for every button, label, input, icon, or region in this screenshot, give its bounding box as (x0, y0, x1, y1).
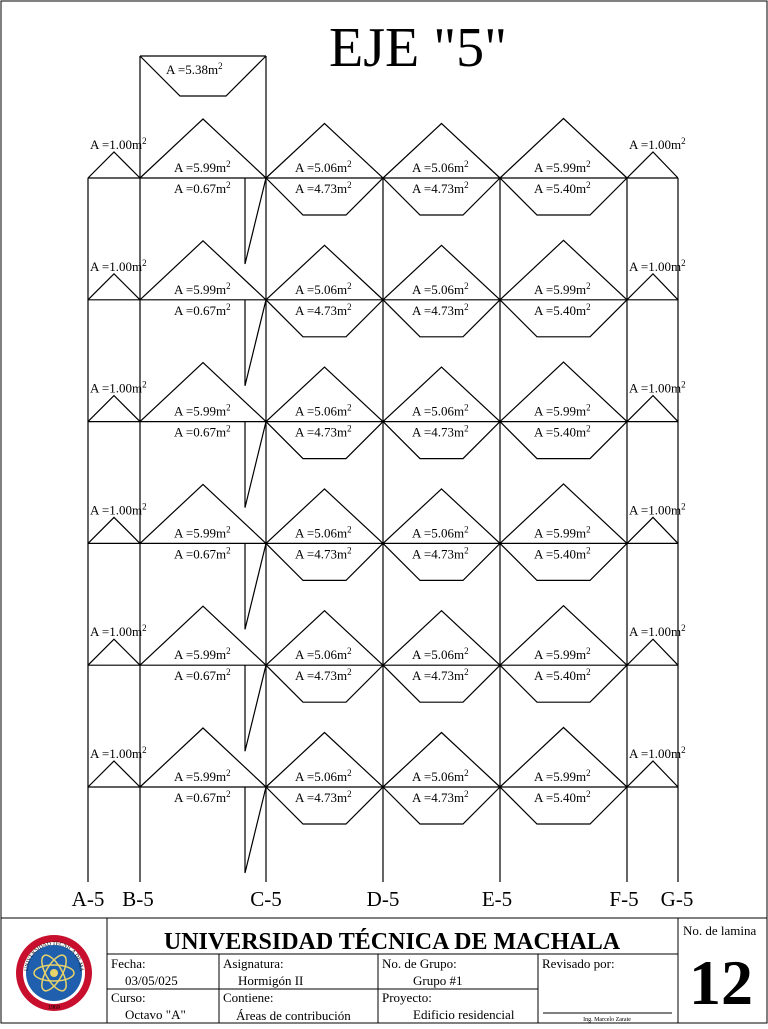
lower-area-label: $A =4.73m^2$ (295, 301, 352, 318)
logo-year: 1969 (48, 1005, 60, 1011)
proyecto-label: Proyecto: (382, 990, 432, 1005)
lower-tributary-sliver (245, 178, 266, 264)
lower-tributary-sliver (245, 543, 266, 629)
asignatura-value: Hormigón II (238, 973, 304, 988)
asignatura-label: Asignatura: (223, 956, 284, 971)
upper-area-label: $A =5.06m^2$ (295, 768, 352, 784)
upper-area-label: $A =5.99m^2$ (534, 159, 591, 175)
upper-area-label: $A =5.99m^2$ (174, 402, 231, 419)
edge-triangle-left (88, 396, 140, 422)
edge-area-label-right: $A =1.00m^2$ (629, 623, 686, 640)
edge-triangle-right (627, 274, 678, 300)
upper-area-label: $A =5.99m^2$ (174, 768, 231, 784)
lower-area-label: $A =4.73m^2$ (412, 180, 469, 196)
atom-nucleus-icon (50, 969, 58, 977)
lower-area-label: $A =4.73m^2$ (412, 667, 469, 684)
edge-area-label-right: $A =1.00m^2$ (629, 257, 686, 274)
edge-triangle-left (88, 274, 140, 300)
university-name: UNIVERSIDAD TÉCNICA DE MACHALA (163, 929, 621, 955)
lower-area-label: $A =4.73m^2$ (412, 545, 469, 562)
grupo-label: No. de Grupo: (382, 956, 457, 971)
upper-area-label: $A =5.99m^2$ (174, 646, 231, 663)
lower-area-label: $A =4.73m^2$ (295, 423, 352, 440)
lower-area-label: $A =0.67m^2$ (174, 545, 231, 562)
axis-label-B-5: B-5 (122, 887, 154, 911)
upper-area-label: $A =5.06m^2$ (412, 159, 469, 175)
lower-area-label: $A =0.67m^2$ (174, 789, 231, 805)
floor-level (88, 606, 686, 752)
floor-level (88, 240, 686, 385)
lower-area-label: $A =5.40m^2$ (534, 789, 591, 805)
upper-area-label: $A =5.06m^2$ (295, 646, 352, 663)
upper-area-label: $A =5.99m^2$ (174, 159, 231, 175)
axis-label-C-5: C-5 (250, 887, 282, 911)
floor-levels (88, 119, 686, 874)
edge-triangle-right (627, 396, 678, 422)
axis-label-E-5: E-5 (481, 887, 513, 911)
lower-area-label: $A =5.40m^2$ (534, 667, 591, 684)
fecha-label: Fecha: (111, 956, 146, 971)
contiene-value: Áreas de contribución (236, 1008, 351, 1023)
revisado-label: Revisado por: (542, 956, 615, 971)
edge-area-label-left: $A =1.00m^2$ (90, 745, 147, 761)
proyecto-value: Edificio residencial (413, 1007, 515, 1022)
lower-area-label: $A =4.73m^2$ (295, 667, 352, 684)
sheet-number-label: No. de lamina (683, 923, 757, 938)
upper-area-label: $A =5.99m^2$ (174, 280, 231, 297)
lower-area-label: $A =0.67m^2$ (174, 667, 231, 684)
roof-area-label: $A =5.38m^2$ (166, 61, 223, 77)
edge-area-label-left: $A =1.00m^2$ (90, 379, 147, 396)
axis-labels (72, 887, 694, 911)
lower-area-label: $A =4.73m^2$ (295, 180, 352, 196)
lower-tributary-sliver (245, 300, 266, 386)
upper-area-label: $A =5.99m^2$ (534, 524, 591, 541)
lower-area-label: $A =0.67m^2$ (174, 301, 231, 318)
edge-triangle-left (88, 639, 140, 665)
lower-area-label: $A =5.40m^2$ (534, 301, 591, 318)
floor-level (88, 484, 686, 630)
axis-label-G-5: G-5 (660, 887, 694, 911)
drawing-title: EJE "5" (329, 17, 507, 79)
lower-area-label: $A =5.40m^2$ (534, 545, 591, 562)
edge-area-label-right: $A =1.00m^2$ (629, 501, 686, 518)
contiene-label: Contiene: (223, 990, 274, 1005)
lower-area-label: $A =4.73m^2$ (295, 789, 352, 805)
axis-label-F-5: F-5 (609, 887, 639, 911)
edge-triangle-right (627, 639, 678, 665)
axis-label-D-5: D-5 (366, 887, 400, 911)
upper-area-label: $A =5.06m^2$ (295, 280, 352, 297)
floor-level (88, 362, 686, 508)
revisor-name: Ing. Marcelo Zarate (583, 1017, 631, 1023)
edge-area-label-right: $A =1.00m^2$ (629, 379, 686, 396)
upper-area-label: $A =5.99m^2$ (174, 524, 231, 541)
upper-area-label: $A =5.06m^2$ (412, 524, 469, 541)
edge-triangle-left (88, 152, 140, 178)
upper-area-label: $A =5.06m^2$ (412, 280, 469, 297)
lower-area-label: $A =4.73m^2$ (412, 789, 469, 805)
upper-area-label: $A =5.99m^2$ (534, 646, 591, 663)
university-logo (0, 0, 92, 1011)
lower-area-label: $A =0.67m^2$ (174, 180, 231, 196)
lower-area-label: $A =4.73m^2$ (295, 545, 352, 562)
edge-triangle-right (627, 152, 678, 178)
grupo-value: Grupo #1 (413, 973, 463, 988)
upper-area-label: $A =5.06m^2$ (295, 402, 352, 419)
edge-triangle-right (627, 761, 678, 787)
edge-triangle-right (627, 517, 678, 543)
upper-area-label: $A =5.06m^2$ (412, 646, 469, 663)
lower-area-label: $A =4.73m^2$ (412, 423, 469, 440)
edge-triangle-left (88, 517, 140, 543)
edge-triangle-left (88, 761, 140, 787)
edge-area-label-left: $A =1.00m^2$ (90, 136, 147, 152)
curso-label: Curso: (111, 990, 146, 1005)
edge-area-label-left: $A =1.00m^2$ (90, 623, 147, 640)
edge-area-label-right: $A =1.00m^2$ (629, 745, 686, 761)
sheet-number: 12 (689, 947, 753, 1018)
edge-area-label-left: $A =1.00m^2$ (90, 501, 147, 518)
curso-value: Octavo "A" (125, 1007, 186, 1022)
upper-area-label: $A =5.06m^2$ (412, 402, 469, 419)
lower-area-label: $A =4.73m^2$ (412, 301, 469, 318)
axis-label-A-5: A-5 (71, 887, 105, 911)
lower-tributary-sliver (245, 665, 266, 751)
lower-area-label: $A =5.40m^2$ (534, 423, 591, 440)
upper-area-label: $A =5.99m^2$ (534, 402, 591, 419)
upper-area-label: $A =5.99m^2$ (534, 768, 591, 784)
logo-ring-text: UNIVERSIDAD TÉCNICA DE MA (23, 940, 85, 972)
upper-area-label: $A =5.99m^2$ (534, 280, 591, 297)
lower-area-label: $A =5.40m^2$ (534, 180, 591, 196)
fecha-value: 03/05/025 (125, 973, 178, 988)
lower-tributary-sliver (245, 422, 266, 508)
edge-area-label-right: $A =1.00m^2$ (629, 136, 686, 152)
floor-level (88, 728, 686, 874)
upper-area-label: $A =5.06m^2$ (295, 159, 352, 175)
upper-area-label: $A =5.06m^2$ (412, 768, 469, 784)
floor-level (88, 119, 686, 265)
edge-area-label-left: $A =1.00m^2$ (90, 257, 147, 274)
lower-tributary-sliver (245, 787, 266, 873)
lower-area-label: $A =0.67m^2$ (174, 423, 231, 440)
upper-area-label: $A =5.06m^2$ (295, 524, 352, 541)
